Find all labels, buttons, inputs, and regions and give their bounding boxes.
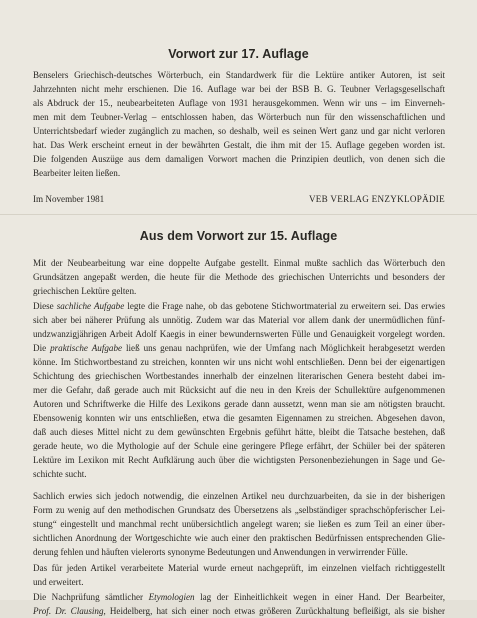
text-line: undzwanzigjährigen Arbeit Adolf Kaegis in einer bewundernswerten Fülle und Genauigkeit vorgelegt worden. <box>33 329 445 339</box>
heading-preface-15: Aus dem Vorwort zur 15. Auflage <box>139 229 338 243</box>
text-line: Benselers Griechisch-deutsches Wörterbuch, ein Standardwerk für die Lektüre antiker Autoren, ist seit <box>33 70 445 80</box>
text-line: Die folgenden Auszüge aus dem damaligen Vorwort machen die Prinzipien deutlich, von denen sich die <box>33 154 445 164</box>
italic-name: Prof. Dr. Clausing <box>33 606 104 616</box>
text-line: Schichtung des griechischen Wortbestandes innerhalb der einzelnen literarischen Genera besteht dabei im- <box>33 371 445 381</box>
text-line: Das für jeden Artikel verarbeitete Material wurde erneut nachgeprüft, im einzelnen vielfach richtiggestellt <box>33 563 445 573</box>
text-line: Die Nachprüfung sämtlicher Etymologien lag der Einheitlichkeit wegen in einer Hand. Der Bearbeiter, <box>33 592 445 602</box>
heading-preface-17: Vorwort zur 17. Auflage <box>168 47 309 61</box>
preface-15-paragraph-3 <box>33 489 445 559</box>
text-line: als Abdruck der 15., neubearbeiteten Auflage von 1931 herausgekommen. Wenn wir uns – im Einverneh- <box>33 98 445 108</box>
text-line: und erweitert. <box>33 577 84 587</box>
text-line: hat. Das Werk erscheint erneut in der bewährten Gestalt, die ihm mit der 15. Auflage gegeben worden ist. <box>33 140 445 150</box>
text-line: sichtlichen Anordnung der Wortgeschichte wie auch einer den praktischen Bedürfnissen entsprechenden Glie- <box>33 533 445 543</box>
text-line: Lektüre im Lexikon mit Recht Aufklärung auch über die wichtigsten Personenbeziehungen in Sage und Ge- <box>33 455 445 465</box>
text-line: gerade heute, wo die Mythologie auf der Schule eine geringere Pflege erfährt, der Schüler bei der späteren <box>33 441 445 451</box>
text-line: men mit dem Teubner-Verlag – entschlossen haben, das Wörterbuch nun für den wissenschaftlichen und <box>33 112 445 122</box>
preface-15-paragraph-5 <box>33 590 445 618</box>
section-divider <box>0 214 477 215</box>
preface-17-paragraph <box>33 68 445 180</box>
text-line: stung“ eingestellt und manchmal recht unübersichtlich angelegt waren; sie ließen es zum Teil an einer über- <box>33 519 445 529</box>
text-line: könne. Im Stichwortbestand zu streichen, konnten wir uns nicht wohl entschließen. Denn bei der eigenartigen <box>33 357 445 367</box>
italic-term: Etymologien <box>148 592 195 602</box>
preface-15-paragraph-2 <box>33 299 445 481</box>
text-line: Die praktische Aufgabe ließ uns genau nachprüfen, wie der Umfang nach Möglichkeit herabgesetzt werden <box>33 343 445 353</box>
text-line: Grundsätzen angepaßt werden, die heute für die Methode des griechischen Unterrichts und besonders der <box>33 272 445 282</box>
text-line: Bearbeiter leiten ließen. <box>33 168 121 178</box>
text-line: Mit der Neubearbeitung war eine doppelte Aufgabe gestellt. Einmal mußte sachlich das Wörterbuch den <box>33 258 445 268</box>
preface-15-paragraph-1 <box>33 256 445 298</box>
text-line: Sachlich erwies sich jedoch notwendig, die einzelnen Artikel neu durchzuarbeiten, da sie in der bisherigen <box>33 491 445 501</box>
preface-15-paragraph-4 <box>33 561 445 589</box>
text-line: Diese sachliche Aufgabe legte die Frage nahe, ob das gebotene Stichwortmaterial zu erweitern sei. Das erwies <box>33 301 446 311</box>
text-line: mer die Gefahr, daß gerade auch mit Rücksicht auf die neu in den Kreis der Schullektüre aufgenommenen <box>33 385 445 395</box>
text-line: derung fehlen und häuften vielerorts synonyme Bedeutungen und Anwendungen in verwirrender Fülle. <box>33 547 408 557</box>
italic-term: praktische Aufgabe <box>50 343 123 353</box>
italic-term: sachliche Aufgabe <box>56 301 125 311</box>
text-line: daß auch dieses Mittel nicht zu dem gewünschten Ergebnis geführt hätte, bleibt die Tatsache bestehen, daß <box>33 427 445 437</box>
signature-date: Im November 1981 <box>33 194 105 204</box>
text-line: Jahrzehnten nicht mehr erschienen. Die 16. Auflage war bei der BSB B. G. Teubner Verlagsgesellschaft <box>33 84 445 94</box>
text-line: Unterrichtsbedarf wieder zugänglich zu machen, so deshalb, weil es seinen Wert ganz und gar nicht verloren <box>33 126 445 136</box>
text-line: sich aber bei näherer Prüfung als unnötig. Zudem war das Material vor allem dank der unermüdlichen fünf- <box>33 315 445 325</box>
text-line: Autoren und Schriftwerke die Hilfe des Lexikons gerade dann aussetzt, wenn man sie am nötigsten braucht. <box>33 399 445 409</box>
signature-publisher: VEB VERLAG ENZYKLOPÄDIE <box>308 194 445 204</box>
text-line: Form zu wenig auf den methodischen Grundsatz des Übersetzens als „selbständiger sprachschöpferischer Lei- <box>33 505 445 515</box>
text-line: Ebensowenig konnten wir uns entschließen, etwa die gesamten Eigennamen zu streichen. Abgesehen davon, <box>33 413 445 423</box>
text-line: griechischen Lektüre gelten. <box>33 286 137 296</box>
text-line: schichte sucht. <box>33 469 87 479</box>
text-line: Prof. Dr. Clausing, Heidelberg, hat sich einer noch etwas größeren Zurückhaltung befleißigt, als sie bisher <box>33 606 446 616</box>
